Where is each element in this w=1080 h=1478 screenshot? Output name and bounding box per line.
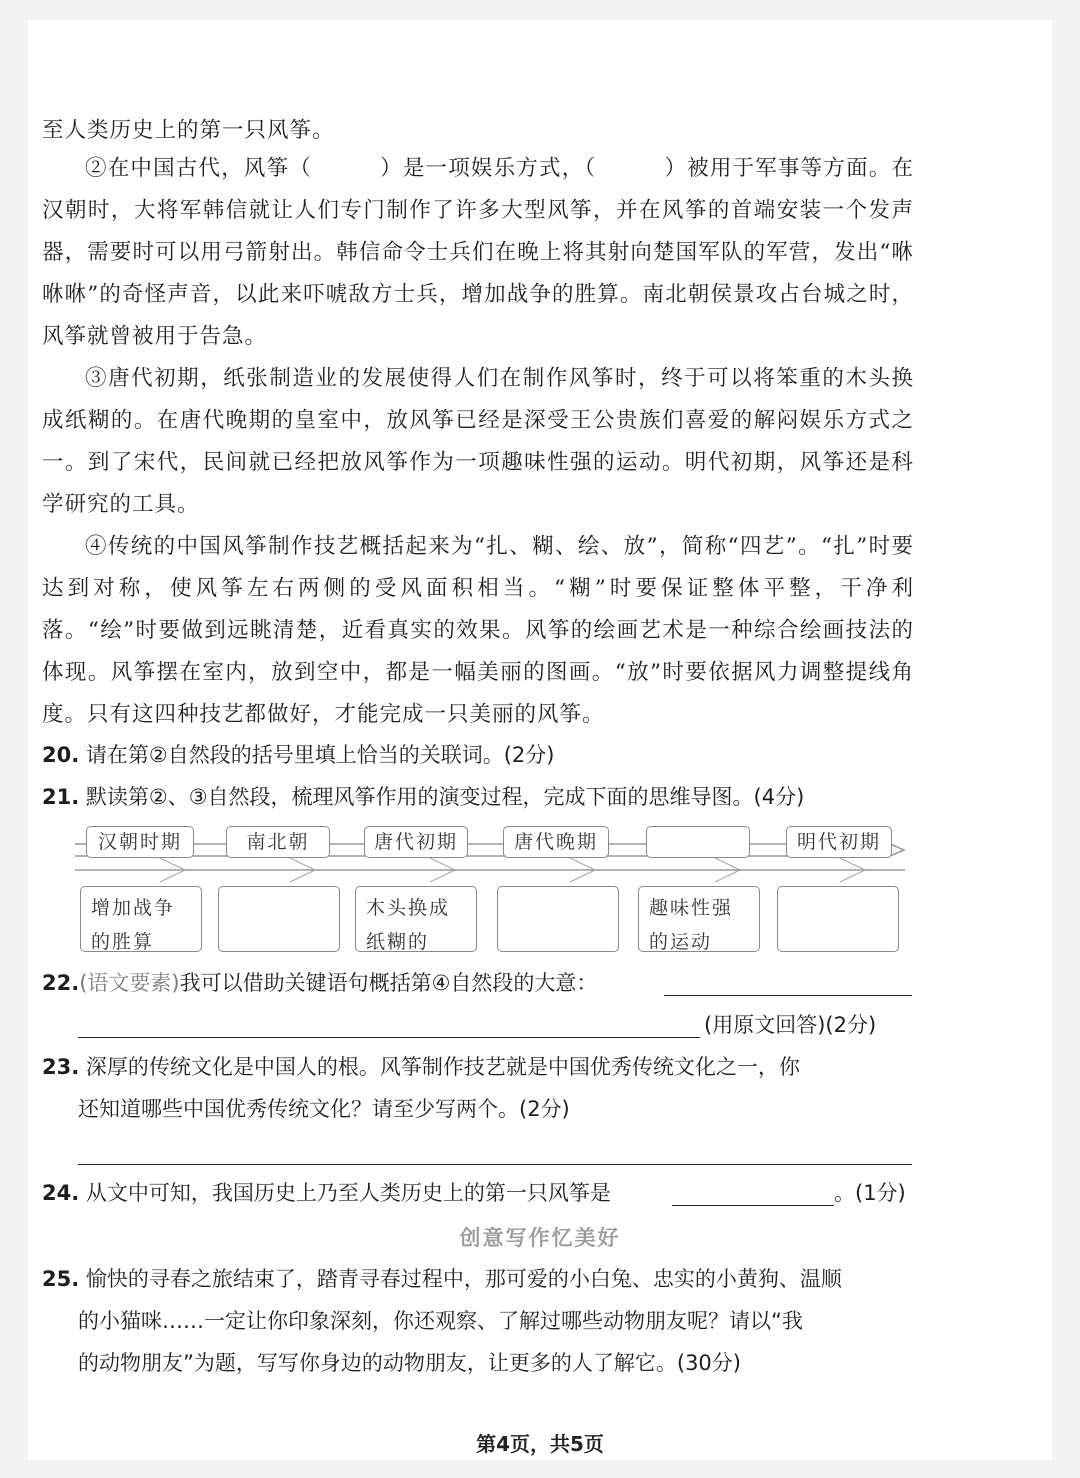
function-line: 增加战争: [91, 897, 176, 919]
period-box: 明代初期: [786, 826, 892, 858]
passage-top-line: 至人类历史上的第一只风筝。: [42, 118, 335, 143]
question-text: 深厚的传统文化是中国人的根。风筝制作技艺就是中国优秀传统文化之一，你: [85, 1055, 800, 1079]
question-number: 21.: [42, 785, 80, 809]
question-24-end: 。(1分): [834, 1181, 906, 1205]
function-box: [80, 886, 202, 952]
page-footer: 第4页，共5页: [476, 1432, 604, 1456]
period-blank-box[interactable]: [646, 826, 750, 858]
question-number: 22.: [42, 971, 80, 995]
question-number: 20.: [42, 743, 80, 767]
answer-line[interactable]: [78, 1164, 912, 1165]
function-line: 纸糊的: [366, 931, 430, 953]
section-title: 创意写作忆美好: [459, 1225, 621, 1250]
answer-line[interactable]: [78, 1037, 700, 1038]
question-text: 默读第②、③自然段，梳理风筝作用的演变过程，完成下面的思维导图。(4分): [85, 785, 805, 809]
question-text: 请在第②自然段的括号里填上恰当的关联词。(2分): [85, 743, 555, 767]
question-22: [42, 962, 914, 1004]
question-tag: (语文要素): [79, 971, 180, 995]
function-blank-box[interactable]: [218, 886, 340, 952]
answer-line[interactable]: [672, 1205, 834, 1206]
question-23-line2: 还知道哪些中国优秀传统文化？请至少写两个。(2分): [78, 1097, 570, 1121]
question-20: [42, 734, 914, 776]
function-box: [355, 886, 477, 952]
question-25-line3: 的动物朋友”为题，写写你身边的动物朋友，让更多的人了解它。(30分): [78, 1351, 741, 1375]
question-25-line2: 的小猫咪……一定让你印象深刻，你还观察、了解过哪些动物朋友呢？请以“我: [78, 1309, 803, 1333]
question-number: 25.: [42, 1267, 80, 1291]
function-blank-box[interactable]: [777, 886, 899, 952]
question-text: 从文中可知，我国历史上乃至人类历史上的第一只风筝是: [85, 1181, 611, 1205]
question-24: [42, 1172, 914, 1214]
question-number: 23.: [42, 1055, 80, 1079]
period-box: 汉朝时期: [86, 826, 194, 858]
question-number: 24.: [42, 1181, 80, 1205]
function-box: [638, 886, 760, 952]
period-box: 唐代晚期: [503, 826, 609, 858]
question-21: [42, 776, 914, 818]
question-25: [42, 1258, 914, 1300]
function-blank-box[interactable]: [497, 886, 619, 952]
function-line: 的运动: [649, 931, 713, 953]
passage-paragraph-2: ②在中国古代，风筝（ ）是一项娱乐方式，（ ）被用于军事等方面。在汉朝时，大将军韩信就让人们专门制作了许多大型风筝，并在风筝的首端安装一个发声器，需要时可以用弓箭射出。韩信命令士兵们在晚上将其射向楚国军队的军营，发出“咻咻咻”的奇怪声音，以此来吓唬敌方士兵，增加战争的胜算。南北朝侯景攻占台城之时，风筝就曾被用于告急。: [42, 156, 914, 349]
period-box: 唐代初期: [364, 826, 468, 858]
question-22-suffix: (用原文回答)(2分): [704, 1013, 877, 1037]
period-box: 南北朝: [226, 826, 330, 858]
question-text: 愉快的寻春之旅结束了，踏青寻春过程中，那可爱的小白兔、忠实的小黄狗、温顺: [85, 1267, 842, 1291]
function-line: 木头换成: [366, 897, 451, 919]
question-text: 我可以借助关键语句概括第④自然段的大意：: [179, 971, 598, 995]
passage-paragraph-4: ④传统的中国风筝制作技艺概括起来为“扎、糊、绘、放”，简称“四艺”。“扎”时要达到对称，使风筝左右两侧的受风面积相当。“糊”时要保证整体平整，干净利落。“绘”时要做到远眺清楚，近看真实的效果。风筝的绘画艺术是一种综合绘画技法的体现。风筝摆在室内，放到空中，都是一幅美丽的图画。“放”时要依据风力调整提线角度。只有这四种技艺都做好，才能完成一只美丽的风筝。: [42, 534, 914, 727]
answer-line[interactable]: [664, 995, 912, 996]
passage-paragraph-3: ③唐代初期，纸张制造业的发展使得人们在制作风筝时，终于可以将笨重的木头换成纸糊的。在唐代晚期的皇室中，放风筝已经是深受王公贵族们喜爱的解闷娱乐方式之一。到了宋代，民间就已经把放风筝作为一项趣味性强的运动。明代初期，风筝还是科学研究的工具。: [42, 366, 914, 517]
function-line: 的胜算: [91, 931, 155, 953]
function-line: 趣味性强: [649, 897, 734, 919]
question-23: [42, 1046, 914, 1088]
